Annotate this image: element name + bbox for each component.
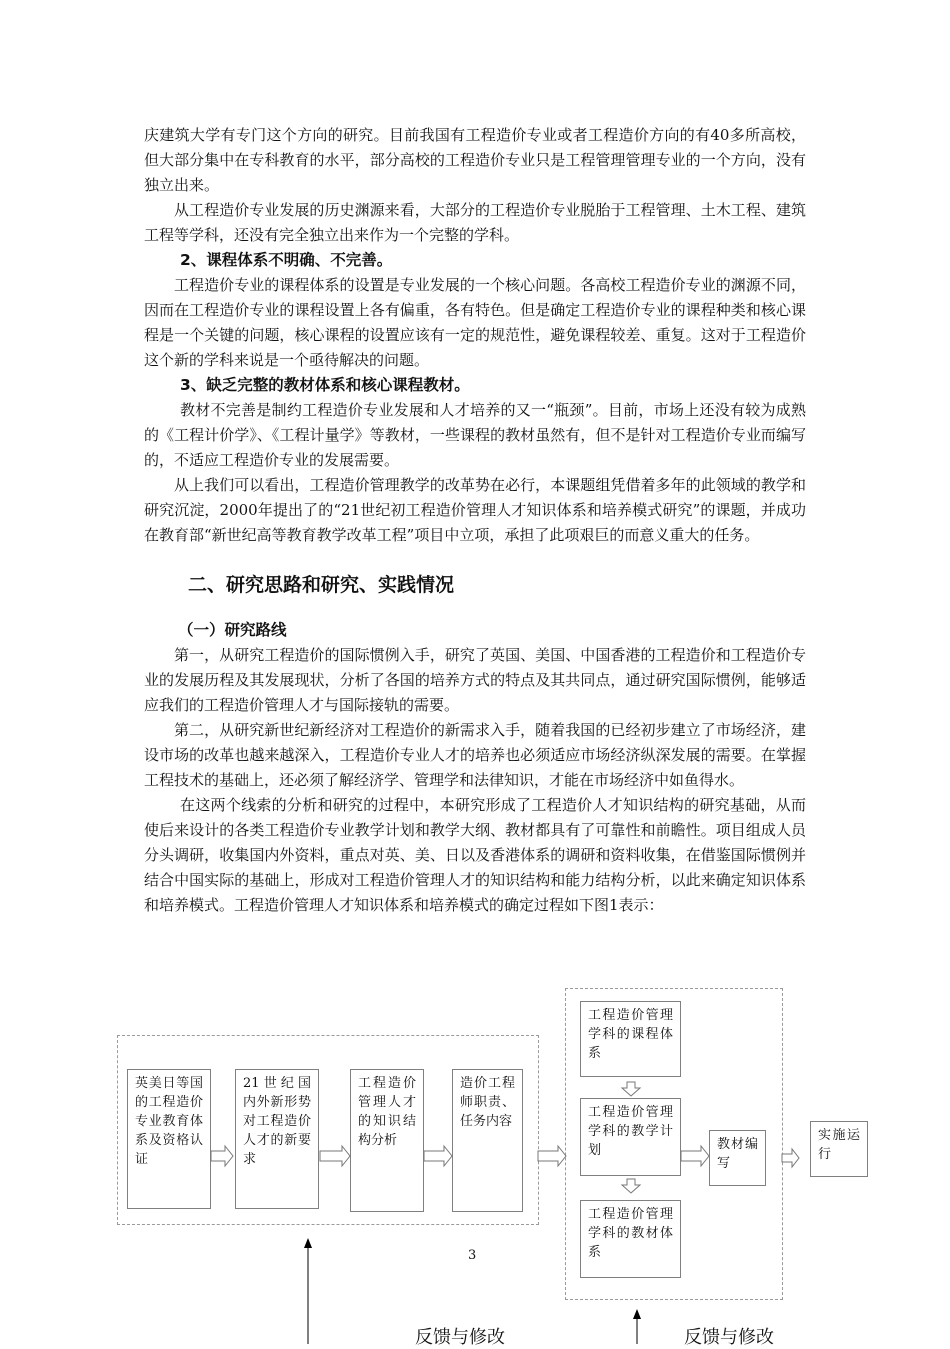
down-arrow-icon [622,1179,640,1193]
diagram-box-teaching-plan: 工程造价管理学科的教学计划 [580,1098,681,1176]
right-arrow-icon [424,1146,452,1166]
section-title: 二、研究思路和研究、实践情况 [188,574,455,596]
heading-textbook-system: 3、缺乏完整的教材体系和核心课程教材。 [180,376,470,394]
up-arrow-icon [304,1238,312,1248]
paragraph: 庆建筑大学有专门这个方向的研究。目前我国有工程造价专业或者工程造价方向的有40多所高校，但大部分集中在专科教育的水平，部分高校的工程造价专业只是工程管理管理专业的一个方向，没有独立出来。 [144,126,806,194]
right-arrow-icon [681,1146,709,1166]
paragraph: 教材不完善是制约工程造价专业发展和人才培养的又一“瓶颈”。目前，市场上还没有较为成熟的《工程计价学》、《工程计量学》等教材，一些课程的教材虽然有，但不是针对工程造价专业而编写的，不适应工程造价专业的发展需要。 [144,401,806,469]
diagram-box-new-requirements: 21世纪国内外新形势对工程造价人才的新要求 [235,1069,319,1209]
diagram-box-international-education: 英美日等国的工程造价专业教育体系及资格认证 [127,1069,211,1209]
diagram-box-implementation: 实施运行 [810,1121,868,1177]
page-number: 3 [468,1248,477,1263]
up-arrow-icon [633,1309,641,1319]
paragraph: 从工程造价专业发展的历史渊源来看，大部分的工程造价专业脱胎于工程管理、土木工程、建筑工程等学科，还没有完全独立出来作为一个完整的学科。 [144,201,806,244]
paragraph: 从上我们可以看出，工程造价管理教学的改革势在必行，本课题组凭借着多年的此领域的教学和研究沉淀，2000年提出了的“21世纪初工程造价管理人才知识体系和培养模式研究”的课题，并成功在教育部“新世纪高等教育教学改革工程”项目中立项，承担了此项艰巨的而意义重大的任务。 [144,476,806,544]
right-arrow-icon [320,1146,350,1166]
subsection-title: （一）研究路线 [178,621,287,639]
paragraph: 第二，从研究新世纪新经济对工程造价的新需求入手，随着我国的已经初步建立了市场经济，建设市场的改革也越来越深入，工程造价专业人才的培养也必须适应市场经济纵深发展的需要。在掌握工程技术的基础上，还必须了解经济学、管理学和法律知识，才能在市场经济中如鱼得水。 [144,721,806,789]
right-arrow-icon [538,1146,566,1166]
feedback-label-right: 反馈与修改 [684,1327,774,1348]
diagram-box-course-system: 工程造价管理学科的课程体系 [580,1001,681,1077]
right-arrow-icon [211,1146,233,1166]
paragraph: 在这两个线索的分析和研究的过程中，本研究形成了工程造价人才知识结构的研究基础，从而使后来设计的各类工程造价专业教学计划和教学大纲、教材都具有了可靠性和前瞻性。项目组成人员分头调研，收集国内外资料，重点对英、美、日以及香港体系的调研和资料收集，在借鉴国际惯例并结合中国实际的基础上，形成对工程造价管理人才的知识结构和能力结构分析，以此来确定知识体系和培养模式。工程造价管理人才知识体系和培养模式的确定过程如下图1表示： [144,796,806,914]
paragraph: 工程造价专业的课程体系的设置是专业发展的一个核心问题。各高校工程造价专业的渊源不同，因而在工程造价专业的课程设置上各有偏重，各有特色。但是确定工程造价专业的课程种类和核心课程是一个关键的问题，核心课程的设置应该有一定的规范性，避免课程较差、重复。这对于工程造价这个新的学科来说是一个亟待解决的问题。 [144,276,806,369]
paragraph: 第一，从研究工程造价的国际惯例入手，研究了英国、美国、中国香港的工程造价和工程造价专业的发展历程及其发展现状，分析了各国的培养方式的特点及其共同点，通过研究国际惯例，能够适应我们的工程造价管理人才与国际接轨的需要。 [144,646,806,714]
feedback-label-left: 反馈与修改 [415,1327,505,1348]
diagram-box-knowledge-structure: 工程造价管理人才的知识结构分析 [350,1069,424,1212]
diagram-box-engineer-duties: 造价工程师职责、任务内容 [452,1069,523,1212]
heading-course-system: 2、课程体系不明确、不完善。 [180,251,393,269]
down-arrow-icon [622,1082,640,1096]
diagram-box-textbook-writing: 教材编写 [709,1130,766,1186]
diagram-box-textbook-system: 工程造价管理学科的教材体系 [580,1200,681,1278]
right-arrow-icon [782,1149,799,1167]
